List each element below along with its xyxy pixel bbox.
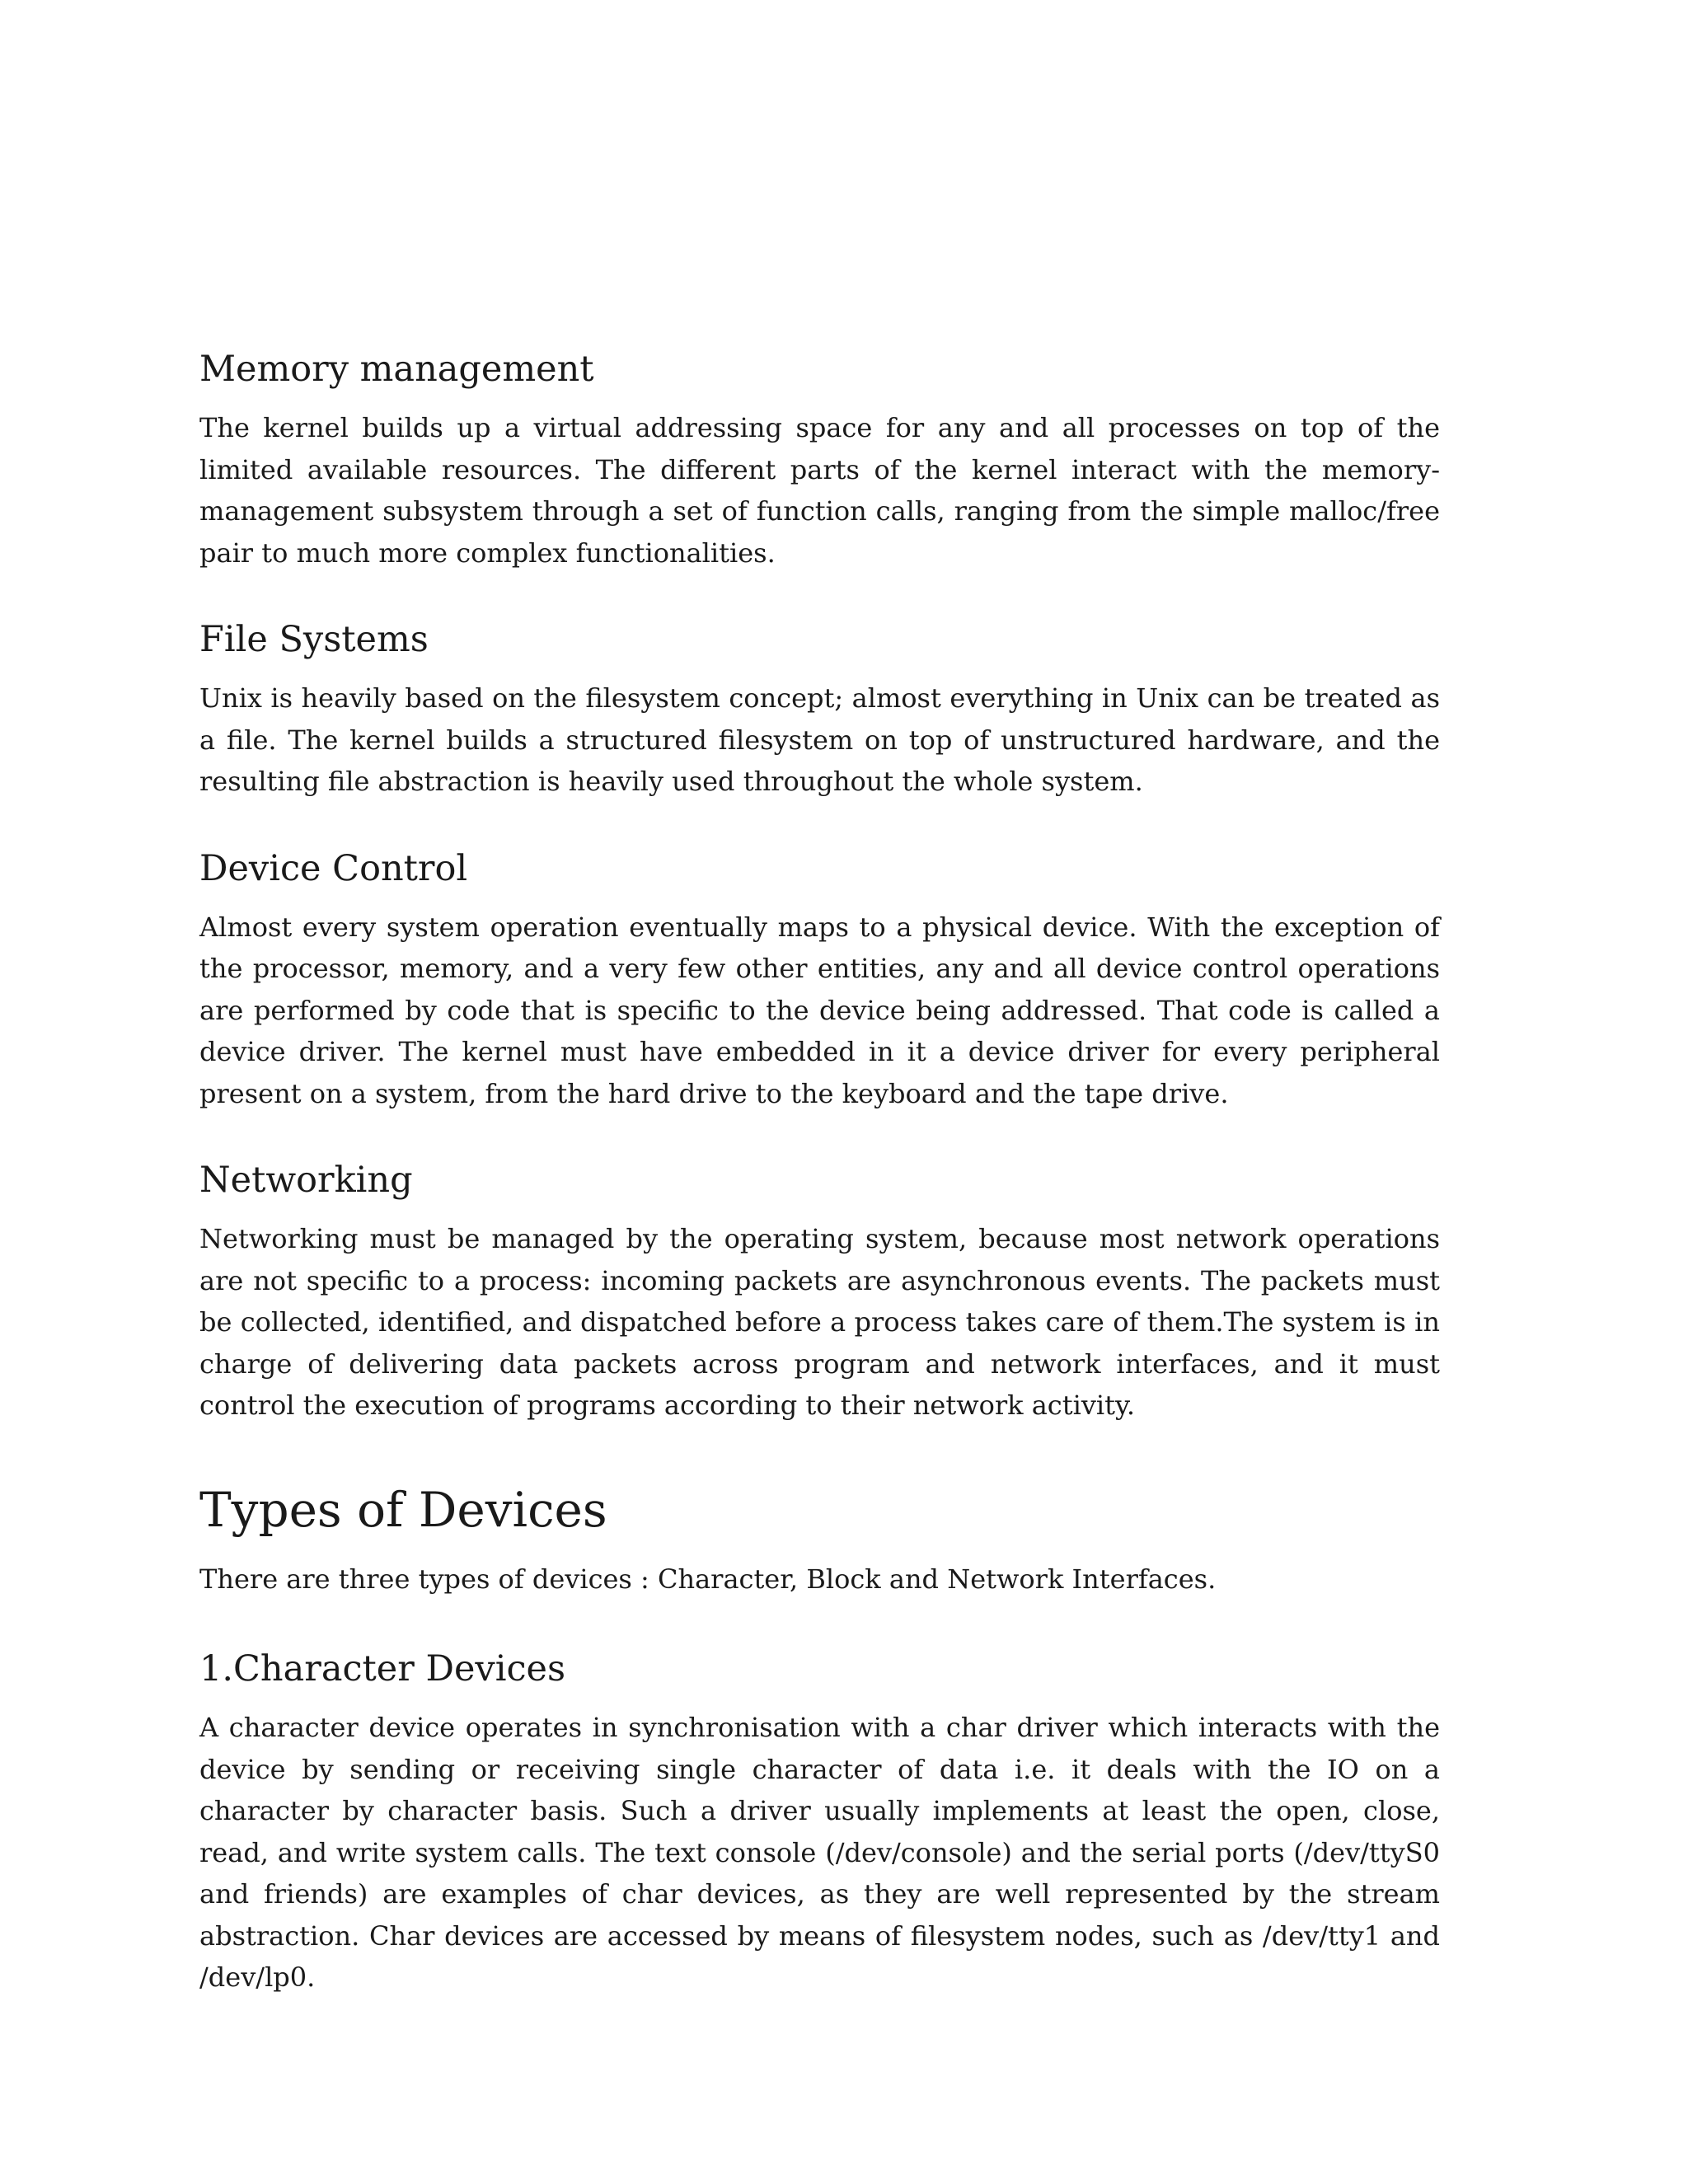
section-heading: 1.Character Devices: [199, 1648, 566, 1690]
section-networking: [199, 1157, 1440, 1427]
section-memory-management: [199, 346, 1440, 574]
chapter-heading: Types of Devices: [199, 1481, 607, 1538]
section-types-of-devices: [199, 1479, 1440, 1601]
section-heading: Memory management: [199, 349, 594, 390]
section-paragraph: Unix is heavily based on the filesystem concept; almost everything in Unix can be treated as a file. The kernel builds a structured filesystem on top of unstructured hardware, and the resulting file abstraction is heavily used throughout the whole system.: [199, 682, 1440, 797]
section-device-control: [199, 846, 1440, 1115]
section-paragraph: A character device operates in synchronisation with a char driver which interacts with the device by sending or receiving single character of data i.e. it deals with the IO on a character by character basis. Such a driver usually implements at least the open, close, read, and write system calls. The text console (/dev/console) and the serial ports (/dev/ttyS0 and friends) are examples of char devices, as they are well represented by the stream abstraction. Char devices are accessed by means of filesystem nodes, such as /dev/tty1 and /dev/lp0.: [199, 1712, 1440, 1993]
intro-paragraph: There are three types of devices : Character, Block and Network Interfaces.: [199, 1563, 1217, 1595]
section-paragraph: Networking must be managed by the operating system, because most network operations are not specific to a process: incoming packets are asynchronous events. The packets must be collected, identified, and dispatched before a process takes care of them.The system is in charge of delivering data packets across program and network interfaces, and it must control the execution of programs according to their network activity.: [199, 1223, 1440, 1421]
section-heading: Device Control: [199, 847, 468, 889]
section-file-systems: [199, 616, 1440, 803]
section-paragraph: Almost every system operation eventually maps to a physical device. With the exception of the processor, memory, and a very few other entities, any and all device control operations are performed by code that is specific to the device being addressed. That code is called a device driver. The kernel must have embedded in it a device driver for every peripheral present on a system, from the hard drive to the keyboard and the tape drive.: [199, 911, 1440, 1109]
document-page: [199, 346, 1440, 1999]
section-heading: Networking: [199, 1160, 413, 1201]
section-paragraph: The kernel builds up a virtual addressing space for any and all processes on top of the limited available resources. The different parts of the kernel interact with the memory-management subsystem through a set of function calls, ranging from the simple malloc/free pair to much more complex functionalities.: [199, 412, 1440, 569]
section-heading: File Systems: [199, 619, 429, 660]
section-character-devices: [199, 1646, 1440, 1999]
